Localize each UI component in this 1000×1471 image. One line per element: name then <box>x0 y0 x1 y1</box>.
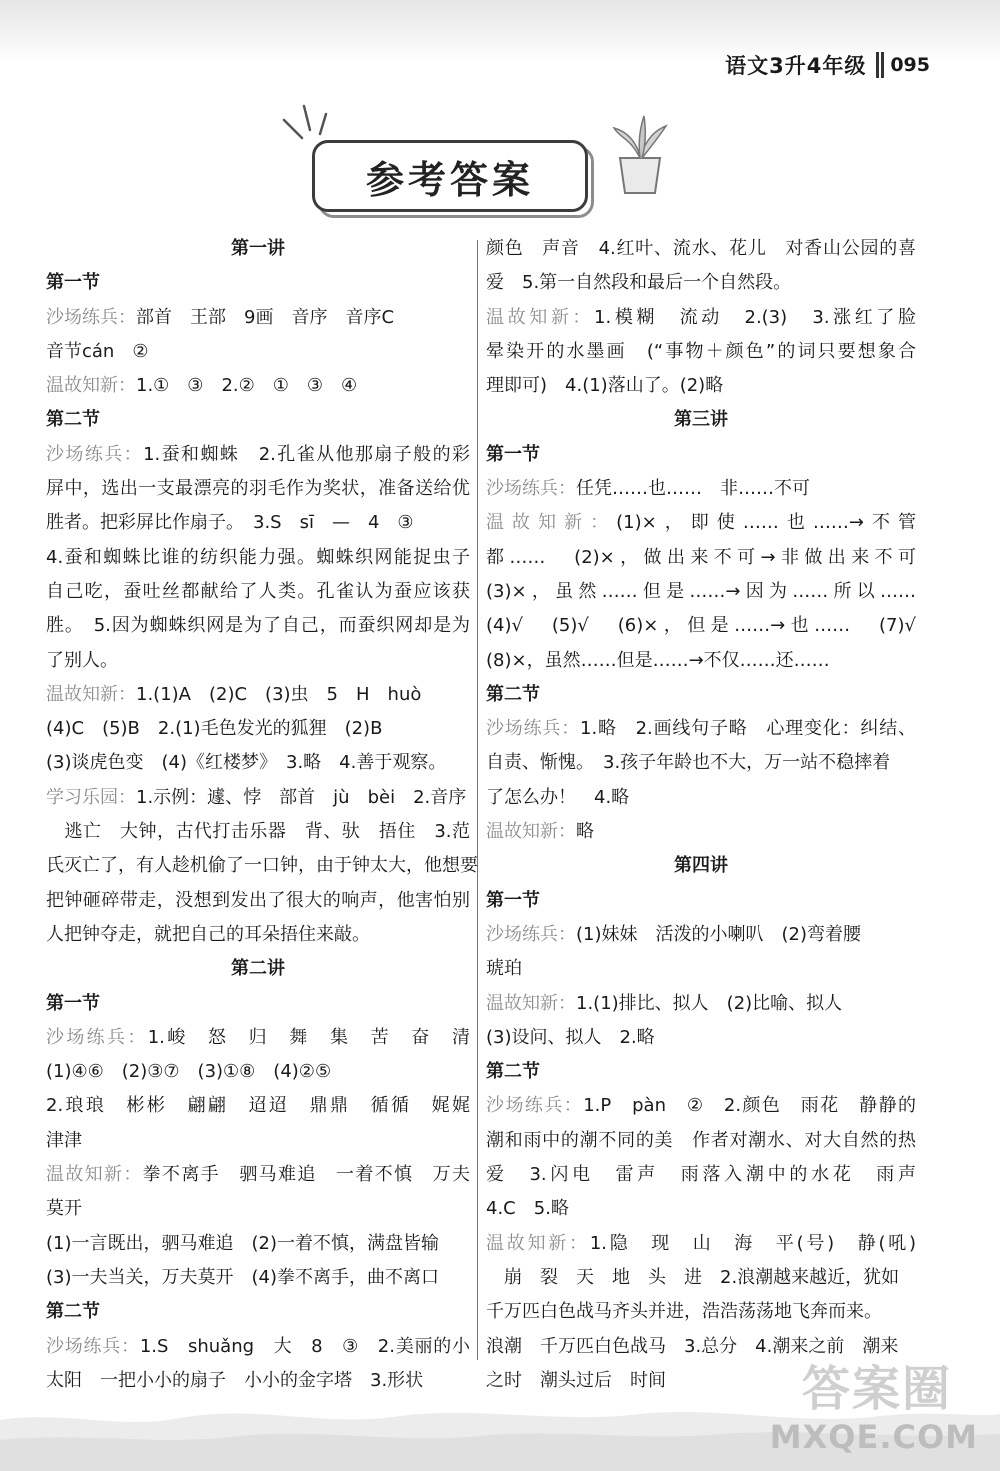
answer-line <box>486 1192 916 1226</box>
answer-text: 音节cán ② <box>46 340 149 362</box>
left-column <box>46 232 478 1398</box>
answer-text: 任凭……也…… 非……不可 <box>576 478 810 500</box>
answer-text: 第一节 <box>486 889 540 911</box>
answer-line <box>486 952 916 986</box>
watermark-url: MXQE.COM <box>769 1418 978 1456</box>
watermark-logo: 答案圈 <box>801 1361 952 1417</box>
right-column <box>486 232 916 1398</box>
answer-line <box>46 1261 470 1295</box>
answer-text: 第二节 <box>486 1061 540 1083</box>
answer-text: 第四讲 <box>674 855 728 877</box>
header-divider <box>876 52 879 78</box>
answer-line <box>46 1158 470 1192</box>
answer-line <box>486 1124 916 1158</box>
answer-line <box>46 644 470 678</box>
answer-text: 第二节 <box>46 409 100 431</box>
answer-line <box>46 918 470 952</box>
answer-text: 1.略 2.画线句子略 心理变化：纠结、 <box>580 718 916 740</box>
answer-line <box>486 335 916 369</box>
answer-text: 1.(1)A (2)C (3)虫 5 H huò <box>136 683 422 705</box>
exercise-label: 沙场练兵： <box>486 1095 584 1117</box>
answer-line <box>46 781 470 815</box>
exercise-label: 温故知新： <box>486 1232 590 1254</box>
answer-line <box>486 1295 916 1329</box>
answer-text: 胜。 5.因为蜘蛛织网是为了自己，而蚕织网却是为 <box>46 615 470 637</box>
answer-line <box>46 472 470 506</box>
answer-line <box>46 849 478 883</box>
answer-line <box>486 712 916 746</box>
answer-text: 颜色 声音 4.红叶、流水、花儿 对香山公园的喜 <box>486 238 916 259</box>
answer-text: 自责、惭愧。 3.孩子年龄也不大，万一站不稳摔着 <box>486 752 891 774</box>
answer-text: 1.P pàn ② 2.颜色 雨花 静静的 <box>583 1095 917 1117</box>
answer-text: 琥珀 <box>486 958 522 980</box>
section-heading <box>486 438 916 472</box>
answer-line <box>46 884 470 918</box>
answer-line <box>486 815 916 849</box>
exercise-label: 温故知新： <box>486 992 576 1014</box>
answer-text: (3)设问、拟人 2.略 <box>486 1026 655 1048</box>
section-heading <box>46 1295 470 1329</box>
answer-line <box>486 472 916 506</box>
answer-text: (1)一言既出，驷马难追 (2)一着不慎，满盘皆输 <box>46 1232 439 1254</box>
answer-text: 浪潮 千万匹白色战马 3.总分 4.潮来之前 潮来 <box>486 1335 899 1357</box>
answer-line <box>486 506 916 540</box>
answer-line <box>486 266 916 300</box>
exercise-label: 沙场练兵： <box>46 443 144 465</box>
answer-line <box>486 644 916 678</box>
answer-text: 都…… (2)×，做出来不可→非做出来不可 <box>486 546 916 568</box>
answer-text: 把钟砸碎带走，没想到发出了很大的响声，他害怕别 <box>46 889 470 911</box>
header-divider <box>881 52 884 78</box>
exercise-label: 温故知新： <box>486 306 595 328</box>
answer-text: 第二讲 <box>231 958 285 980</box>
answer-text: (1)×，即使……也……→不管 <box>616 512 917 534</box>
page-header <box>725 50 930 80</box>
answer-text: 潮和雨中的潮不同的美 作者对潮水、对大自然的热 <box>486 1129 916 1151</box>
answer-text: 1.S shuǎng 大 8 ③ 2.美丽的小 <box>139 1335 471 1357</box>
exercise-label: 温故知新： <box>46 375 136 397</box>
answer-line <box>486 301 916 335</box>
answer-line <box>486 541 916 575</box>
answer-text: 胜者。把彩屏比作扇子。 3.S sī — 4 ③ <box>46 512 414 534</box>
answer-line <box>486 232 916 266</box>
answer-text: 莫开 <box>46 1198 82 1220</box>
exercise-label: 沙场练兵： <box>486 923 576 945</box>
exercise-label: 沙场练兵： <box>486 478 576 500</box>
answer-text: (3)×，虽然……但是……→因为……所以…… <box>486 580 916 602</box>
answer-text: 千万匹白色战马齐头并进，浩浩荡荡地飞奔而来。 <box>486 1301 882 1323</box>
answer-text: 了怎么办！ 4.略 <box>486 786 630 808</box>
answer-line <box>46 1089 470 1123</box>
answer-line <box>486 1261 916 1295</box>
answer-text: (4)√ (5)√ (6)×，但是……→也…… (7)√ <box>486 615 916 637</box>
answer-text: 部首 王部 9画 音序 音序C <box>136 306 395 328</box>
answer-line <box>46 506 470 540</box>
answer-line <box>46 1124 470 1158</box>
answer-text: 1.蚕和蜘蛛 2.孔雀从他那扇子般的彩 <box>143 443 470 465</box>
answer-text: 逃亡 大钟，古代打击乐器 背、驮 捂住 3.范 <box>46 821 470 843</box>
answer-text: 第一节 <box>46 992 100 1014</box>
exercise-label: 沙场练兵： <box>46 1335 140 1357</box>
answer-text: 1.① ③ 2.② ① ③ ④ <box>136 375 358 397</box>
answer-text: 第三讲 <box>674 409 728 431</box>
page-title: 参考答案 <box>365 157 534 202</box>
exercise-label: 温故知新： <box>46 683 136 705</box>
answer-text: 4.蚕和蜘蛛比谁的纺织能力强。蜘蛛织网能捉虫子 <box>46 546 470 568</box>
answer-text: (1)妹妹 活泼的小喇叭 (2)弯着腰 <box>576 923 861 945</box>
column-divider <box>477 240 478 1360</box>
section-heading <box>486 678 916 712</box>
answer-line <box>486 609 916 643</box>
answer-text: 第一讲 <box>231 238 285 259</box>
answer-line <box>486 746 916 780</box>
answer-text: (1)④⑥ (2)③⑦ (3)①⑧ (4)②⑤ <box>46 1061 332 1083</box>
lecture-heading <box>486 403 916 437</box>
answer-text: 津津 <box>46 1129 82 1151</box>
exercise-label: 温故知新： <box>486 512 617 534</box>
answer-line <box>486 987 916 1021</box>
answer-line <box>46 438 470 472</box>
lecture-heading <box>46 232 470 266</box>
answer-text: 略 <box>576 821 594 843</box>
answer-line <box>46 678 470 712</box>
potted-plant-icon <box>600 108 680 198</box>
answer-text: 第一节 <box>486 443 540 465</box>
answer-text: (3)一夫当关，万夫莫开 (4)拳不离手，曲不离口 <box>46 1266 439 1288</box>
exercise-label: 学习乐园： <box>46 786 136 808</box>
answer-line <box>46 369 470 403</box>
answer-line <box>486 1089 916 1123</box>
answer-text: 第二节 <box>46 1301 100 1323</box>
answer-text: (3)谈虎色变 (4)《红楼梦》 3.略 4.善于观察。 <box>46 752 447 774</box>
answer-line <box>46 815 470 849</box>
answer-line <box>486 1021 916 1055</box>
exercise-label: 温故知新： <box>486 821 576 843</box>
section-heading <box>486 884 916 918</box>
lecture-heading <box>46 952 470 986</box>
answer-line <box>46 575 470 609</box>
answer-text: 崩 裂 天 地 头 进 2.浪潮越来越近，犹如 <box>486 1266 900 1288</box>
answer-text: 4.C 5.略 <box>486 1198 569 1220</box>
answer-text: (4)C (5)B 2.(1)毛色发光的狐狸 (2)B <box>46 718 383 740</box>
exercise-label: 沙场练兵： <box>486 718 581 740</box>
answer-line <box>486 369 916 403</box>
answer-line <box>46 301 470 335</box>
answer-line <box>486 1227 916 1261</box>
answer-line <box>486 575 916 609</box>
answer-text: 1.示例：遽、悖 部首 jù bèi 2.音序 <box>136 786 467 808</box>
section-heading <box>46 403 470 437</box>
answer-text: 1.(1)排比、拟人 (2)比喻、拟人 <box>576 992 843 1014</box>
exercise-label: 沙场练兵： <box>46 306 136 328</box>
answer-line <box>46 335 470 369</box>
answer-line <box>46 1055 470 1089</box>
section-heading <box>46 987 470 1021</box>
answer-text: 晕染开的水墨画 (“事物＋颜色”的词只要想象合 <box>486 340 916 362</box>
answer-text: 自己吃，蚕吐丝都献给了人类。孔雀认为蚕应该获 <box>46 580 470 602</box>
answer-text: 理即可) 4.(1)落山了。(2)略 <box>486 375 724 397</box>
answer-line <box>46 1227 470 1261</box>
answer-text: 1.模糊 流动 2.(3) 3.涨红了脸 <box>594 306 916 328</box>
subject-grade: 语文3升4年级 <box>725 54 867 78</box>
answer-text: 太阳 一把小小的扇子 小小的金字塔 3.形状 <box>46 1369 424 1391</box>
answer-line <box>46 746 470 780</box>
page-number: 095 <box>890 54 930 76</box>
answer-text: 拳不离手 驷马难追 一着不慎 万夫 <box>142 1164 471 1186</box>
answer-text: 1.峻 怒 归 舞 集 苦 奋 清 <box>147 1026 470 1048</box>
exercise-label: 温故知新： <box>46 1164 143 1186</box>
answer-text: 2.琅琅 彬彬 翩翩 迢迢 鼎鼎 循循 娓娓 <box>46 1095 470 1117</box>
answer-text: 屏中，选出一支最漂亮的羽毛作为奖状，准备送给优 <box>46 478 470 500</box>
answer-line <box>46 1192 470 1226</box>
answer-text: 氏灭亡了，有人趁机偷了一口钟，由于钟太大，他想要 <box>46 855 478 877</box>
answer-text: 人把钟夺走，就把自己的耳朵捂住来敲。 <box>46 923 370 945</box>
answer-text: 爱 5.第一自然段和最后一个自然段。 <box>486 272 792 294</box>
lecture-heading <box>486 849 916 883</box>
answer-line <box>46 541 470 575</box>
answer-line <box>486 781 916 815</box>
answer-line <box>486 918 916 952</box>
section-heading <box>46 266 470 300</box>
exercise-label: 沙场练兵： <box>46 1026 148 1048</box>
answer-line <box>46 1330 470 1364</box>
answer-line <box>486 1158 916 1192</box>
section-heading <box>486 1055 916 1089</box>
answer-line <box>46 609 470 643</box>
answer-text: 第二节 <box>486 683 540 705</box>
answer-title-frame <box>312 140 588 212</box>
answer-line <box>46 712 470 746</box>
answer-text: 1.隐 现 山 海 平(号) 静(吼) <box>589 1232 917 1254</box>
answer-text: 第一节 <box>46 272 100 294</box>
answer-text: 了别人。 <box>46 649 118 671</box>
answer-text: 之时 潮头过后 时间 <box>486 1369 666 1391</box>
answer-text: 爱 3.闪电 雷声 雨落入潮中的水花 雨声 <box>486 1164 916 1186</box>
answer-text: (8)×，虽然……但是……→不仅……还…… <box>486 649 830 671</box>
answer-line <box>46 1021 470 1055</box>
